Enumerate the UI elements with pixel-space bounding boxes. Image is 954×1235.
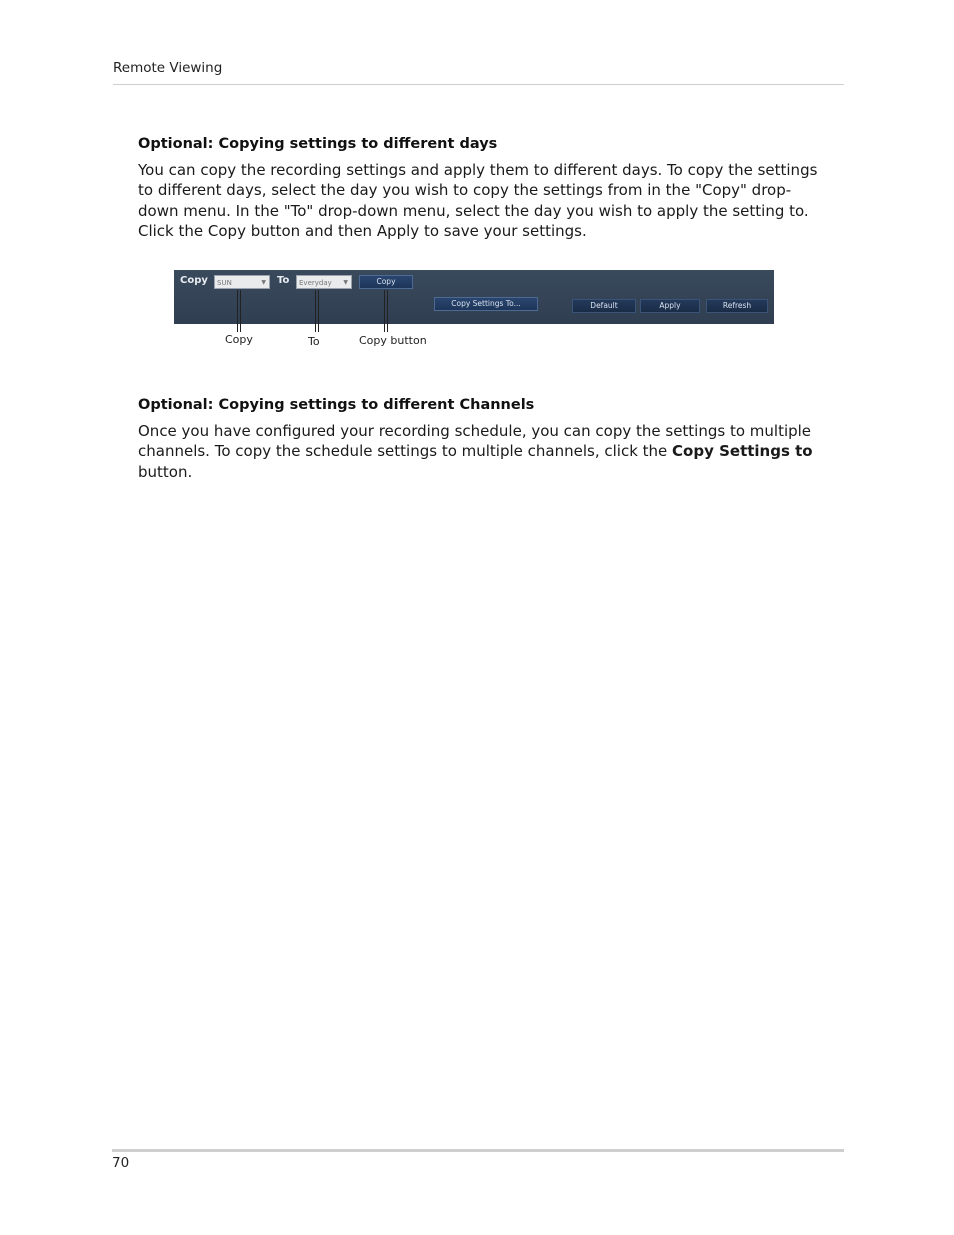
copy-day-value: SUN xyxy=(217,279,232,287)
copy-settings-toolbar-screenshot xyxy=(174,270,774,324)
section-title-copy-channels: Optional: Copying settings to different Channels xyxy=(138,397,535,413)
page-number: 70 xyxy=(112,1155,130,1171)
to-label: To xyxy=(277,275,290,286)
running-header: Remote Viewing xyxy=(113,60,223,76)
callout-line-to-b xyxy=(318,290,319,332)
copy-settings-to-button[interactable]: Copy Settings To... xyxy=(434,297,538,311)
copy-day-select[interactable] xyxy=(214,275,270,289)
copy-button[interactable]: Copy xyxy=(359,275,413,289)
chevron-down-icon: ▼ xyxy=(343,279,348,286)
to-day-value: Everyday xyxy=(299,279,332,287)
callout-line-copy-button-b xyxy=(387,290,388,332)
paragraph-text-before: Once you have configured your recording schedule, you can copy the settings to multiple channels. To copy the schedule settings to multiple channels, click the xyxy=(138,422,812,461)
paragraph-copy-days: You can copy the recording settings and apply them to different days. To copy the settings to different days, select the day you wish to copy the settings from in the "Copy" drop-down menu. In the "To" drop-down menu, select the day you wish to apply the setting to. Click the Copy button and then Apply to save your settings. xyxy=(138,161,818,241)
paragraph-copy-channels xyxy=(138,421,828,482)
chevron-down-icon: ▼ xyxy=(261,279,266,286)
paragraph-bold-term: Copy Settings to xyxy=(672,442,813,461)
copy-label: Copy xyxy=(180,275,208,286)
section-title-copy-days: Optional: Copying settings to different days xyxy=(138,136,498,152)
callout-line-to xyxy=(315,290,316,332)
callout-line-copy-button xyxy=(384,290,385,332)
footer-rule xyxy=(112,1149,844,1152)
refresh-button[interactable]: Refresh xyxy=(706,299,768,313)
callout-label-copy-button: Copy button xyxy=(359,334,427,347)
apply-button[interactable]: Apply xyxy=(640,299,700,313)
header-rule xyxy=(113,84,844,85)
default-button[interactable]: Default xyxy=(572,299,636,313)
callout-line-copy-b xyxy=(240,290,241,332)
callout-label-copy: Copy xyxy=(225,333,253,346)
callout-line-copy xyxy=(237,290,238,332)
callout-label-to: To xyxy=(308,335,320,348)
to-day-select[interactable] xyxy=(296,275,352,289)
paragraph-text-after: button. xyxy=(138,462,193,481)
